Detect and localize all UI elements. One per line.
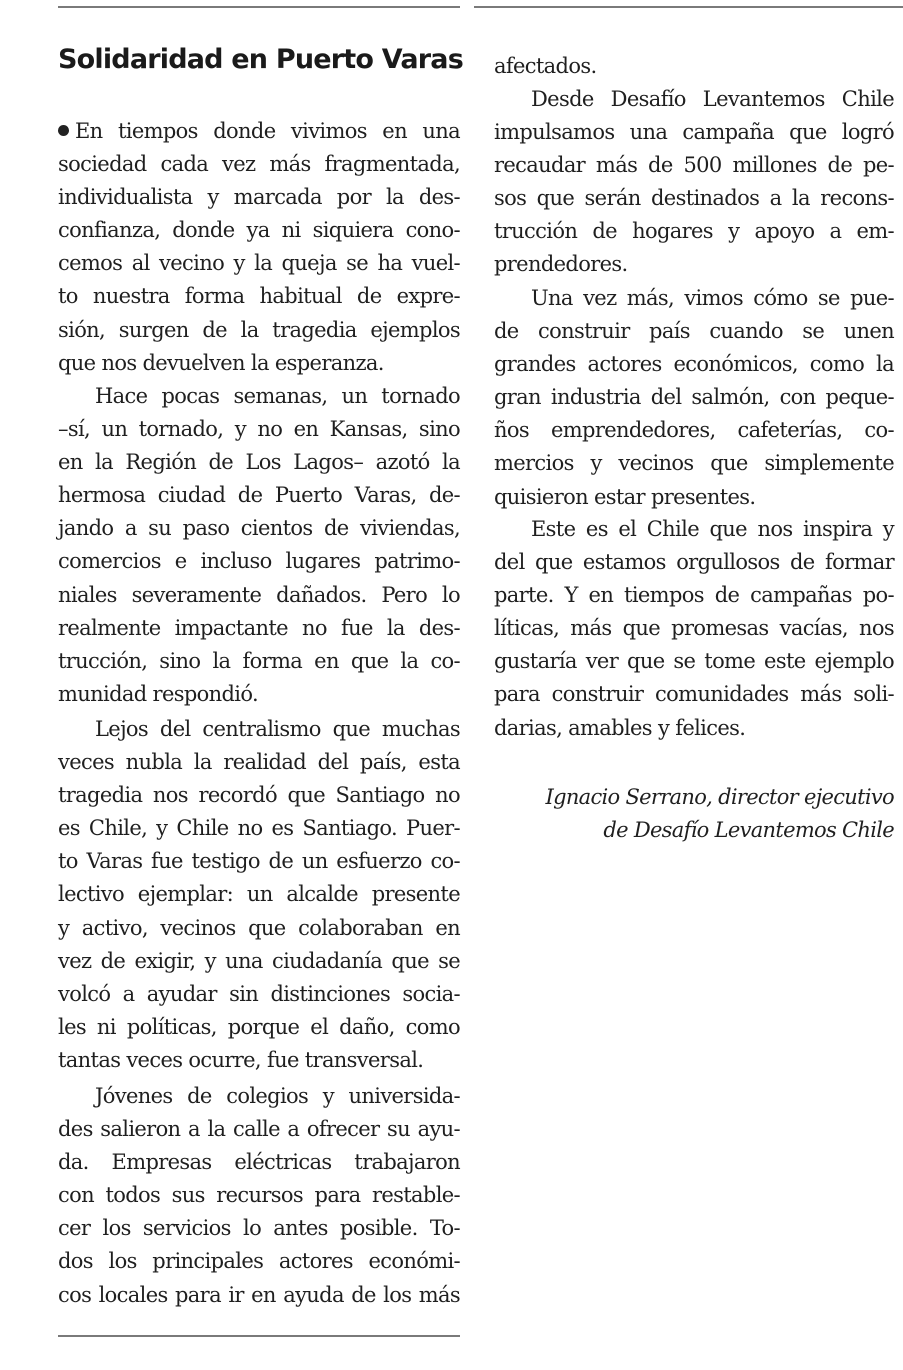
text-line <box>58 115 460 148</box>
text-line: ños emprendedores, cafeterías, co- <box>494 418 894 443</box>
text-line: en la Región de Los Lagos– azotó la <box>58 450 460 475</box>
text-line: to nuestra forma habitual de expre- <box>58 284 460 309</box>
bottom-rule <box>58 1335 460 1337</box>
text-line: prendedores. <box>494 252 628 277</box>
top-rule-left <box>58 6 460 8</box>
text-line: parte. Y en tiempos de campañas po- <box>494 583 894 608</box>
paragraph <box>58 115 460 380</box>
text-line: confianza, donde ya ni siquiera cono- <box>58 218 460 243</box>
text-line: tragedia nos recordó que Santiago no <box>58 783 460 808</box>
text-line: dos los principales actores económi- <box>58 1249 460 1274</box>
paragraph <box>494 83 894 282</box>
text-line: mercios y vecinos que simplemente <box>494 451 894 476</box>
top-rule-right <box>474 6 903 8</box>
text-line: individualista y marcada por la des- <box>58 185 460 210</box>
paragraph <box>494 50 894 83</box>
text-line: veces nubla la realidad del país, esta <box>58 750 460 775</box>
text-line: impulsamos una campaña que logró <box>494 120 894 145</box>
text-line: hermosa ciudad de Puerto Varas, de- <box>58 483 460 508</box>
text-line: Desde Desafío Levantemos Chile <box>531 87 894 111</box>
paragraph <box>494 282 894 514</box>
text-line-content: En tiempos donde vivimos en una <box>75 119 460 143</box>
text-line: gran industria del salmón, con peque- <box>494 385 894 410</box>
text-line: sión, surgen de la tragedia ejemplos <box>58 317 460 342</box>
paragraph <box>58 380 460 711</box>
bullet-icon <box>58 125 69 136</box>
article-title: Solidaridad en Puerto Varas <box>58 44 463 75</box>
paragraph <box>58 1080 460 1312</box>
text-line: tantas veces ocurre, fue transversal. <box>58 1047 424 1072</box>
text-line: gustaría ver que se tome este ejemplo <box>494 649 894 674</box>
text-line: líticas, más que promesas vacías, nos <box>494 616 894 641</box>
text-line: realmente impactante no fue la des- <box>58 615 460 640</box>
text-line: de construir país cuando se unen <box>494 319 894 344</box>
text-line: da. Empresas eléctricas trabajaron <box>58 1150 460 1175</box>
text-line: comercios e incluso lugares patrimo- <box>58 549 460 574</box>
text-line: para construir comunidades más soli- <box>494 682 894 707</box>
paragraph <box>494 513 894 745</box>
text-line: munidad respondió. <box>58 681 259 706</box>
text-line: sociedad cada vez más fragmentada, <box>58 152 460 177</box>
text-line: que nos devuelven la esperanza. <box>58 350 384 375</box>
signature <box>494 781 894 847</box>
text-line: Hace pocas semanas, un tornado <box>95 384 460 408</box>
text-line: jando a su paso cientos de viviendas, <box>58 516 460 541</box>
text-line: cer los servicios lo antes posible. To- <box>58 1216 460 1241</box>
text-line: recaudar más de 500 millones de pe- <box>494 153 894 178</box>
text-line: afectados. <box>494 54 597 78</box>
text-line: Una vez más, vimos cómo se pue- <box>531 286 894 310</box>
paragraph <box>58 713 460 1077</box>
text-line: del que estamos orgullosos de formar <box>494 550 894 575</box>
text-line: y activo, vecinos que colaboraban en <box>58 915 460 940</box>
text-line: cemos al vecino y la queja se ha vuel- <box>58 251 460 276</box>
text-line: cos locales para ir en ayuda de los más <box>58 1282 460 1307</box>
text-line: Lejos del centralismo que muchas <box>95 717 460 741</box>
text-line: vez de exigir, y una ciudadanía que se <box>58 948 460 973</box>
text-line: con todos sus recursos para restable- <box>58 1183 460 1208</box>
signature-line: de Desafío Levantemos Chile <box>603 818 894 842</box>
text-line: quisieron estar presentes. <box>494 484 756 509</box>
text-line: niales severamente dañados. Pero lo <box>58 582 460 607</box>
text-line: trucción, sino la forma en que la co- <box>58 648 460 673</box>
text-line: volcó a ayudar sin distinciones socia- <box>58 981 460 1006</box>
text-line: –sí, un tornado, y no en Kansas, sino <box>58 417 460 442</box>
text-line: lectivo ejemplar: un alcalde presente <box>58 882 460 907</box>
text-line: Este es el Chile que nos inspira y <box>531 517 894 541</box>
signature-line: Ignacio Serrano, director ejecutivo <box>545 785 894 809</box>
text-line: grandes actores económicos, como la <box>494 352 894 377</box>
text-line: des salieron a la calle a ofrecer su ayu- <box>58 1117 460 1142</box>
text-line: Jóvenes de colegios y universida- <box>95 1084 460 1108</box>
text-line: to Varas fue testigo de un esfuerzo co- <box>58 849 460 874</box>
text-line: es Chile, y Chile no es Santiago. Puer- <box>58 816 460 841</box>
text-line: les ni políticas, porque el daño, como <box>58 1014 460 1039</box>
text-line: sos que serán destinados a la recons- <box>494 186 894 211</box>
text-line: trucción de hogares y apoyo a em- <box>494 219 894 244</box>
text-line: darias, amables y felices. <box>494 715 746 740</box>
